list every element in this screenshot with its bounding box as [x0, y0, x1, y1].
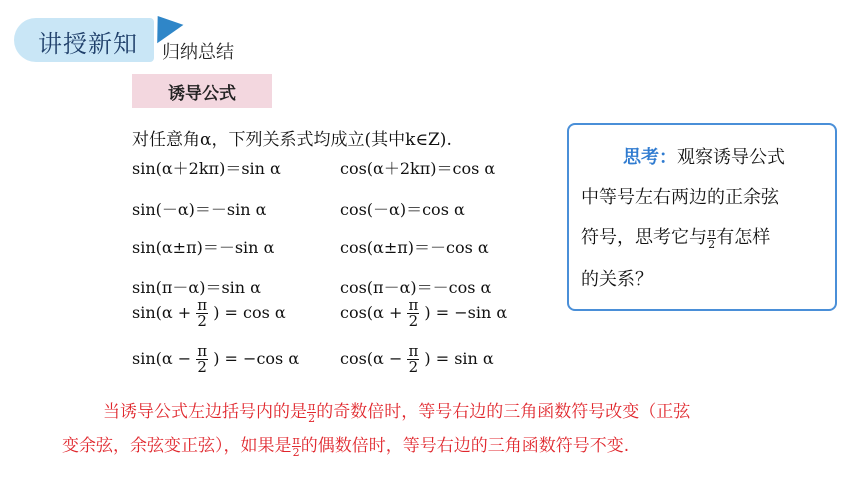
note-text: 当诱导公式左边括号内的是	[103, 402, 307, 422]
formula-sin-plus-half-pi	[132, 298, 286, 329]
fraction-numerator: π	[408, 296, 419, 314]
fraction-denominator: 2	[197, 312, 207, 330]
note-line-1	[103, 397, 690, 424]
think-text: 观察诱导公式	[677, 147, 785, 168]
fraction-denominator: 2	[308, 411, 316, 425]
fraction	[707, 227, 716, 250]
fraction	[196, 298, 208, 329]
fraction-numerator: π	[292, 433, 300, 447]
think-label: 思考：	[623, 147, 677, 168]
formula-left-4: sin(π－α)＝sin α	[132, 278, 261, 297]
fraction-denominator: 2	[408, 358, 419, 376]
formula-part: ) = −sin α	[424, 303, 508, 322]
tab-label: 讲授新知	[38, 30, 138, 58]
fraction	[307, 401, 316, 424]
fraction	[196, 344, 208, 375]
fraction-denominator: 2	[197, 358, 207, 376]
formula-right-4: cos(π－α)＝－cos α	[340, 278, 492, 297]
fraction-numerator: π	[308, 399, 316, 413]
fraction-numerator: π	[197, 342, 208, 360]
fraction-numerator: π	[708, 225, 716, 239]
fraction-numerator: π	[408, 342, 419, 360]
fraction	[407, 298, 419, 329]
formula-left-1: sin(α＋2kπ)＝sin α	[132, 159, 281, 178]
think-text: 有怎样	[716, 227, 771, 248]
formula-right-3: cos(α±π)＝－cos α	[340, 238, 489, 257]
think-line-1	[623, 143, 785, 169]
think-line-3	[581, 223, 770, 250]
formula-part: sin(α +	[132, 303, 192, 322]
formula-right-2: cos(－α)＝cos α	[340, 200, 465, 219]
fraction-denominator: 2	[708, 237, 716, 251]
formula-cos-minus-half-pi	[340, 344, 494, 375]
formula-left-3: sin(α±π)＝－sin α	[132, 238, 275, 257]
topic-label: 诱导公式	[132, 74, 272, 108]
fraction	[292, 435, 301, 458]
formula-part: cos(α +	[340, 303, 403, 322]
fraction-numerator: π	[197, 296, 208, 314]
formula-left-2: sin(－α)＝－sin α	[132, 200, 267, 219]
formula-cos-plus-half-pi	[340, 298, 507, 329]
intro-text: 对任意角α，下列关系式均成立(其中k∈Z).	[132, 130, 452, 150]
note-line-2	[62, 431, 629, 458]
think-text: 符号，思考它与	[581, 227, 707, 248]
fraction-denominator: 2	[408, 312, 419, 330]
subtitle: 归纳总结	[162, 42, 234, 63]
fraction-denominator: 2	[292, 445, 300, 459]
formula-part: ) = sin α	[424, 349, 494, 368]
think-line-4: 的关系？	[581, 269, 653, 290]
formula-part: ) = −cos α	[213, 349, 300, 368]
formula-part: cos(α −	[340, 349, 403, 368]
note-text: 变余弦，余弦变正弦），如果是	[62, 436, 292, 456]
formula-part: ) = cos α	[213, 303, 286, 322]
section-tab	[14, 18, 164, 62]
formula-sin-minus-half-pi	[132, 344, 299, 375]
note-text: 的偶数倍时，等号右边的三角函数符号不变.	[300, 436, 630, 456]
fraction	[407, 344, 419, 375]
think-box	[567, 123, 837, 311]
note-text: 的奇数倍时，等号右边的三角函数符号改变（正弦	[316, 402, 691, 422]
formula-right-1: cos(α＋2kπ)＝cos α	[340, 159, 496, 178]
think-line-2: 中等号左右两边的正余弦	[581, 187, 779, 208]
formula-part: sin(α −	[132, 349, 192, 368]
